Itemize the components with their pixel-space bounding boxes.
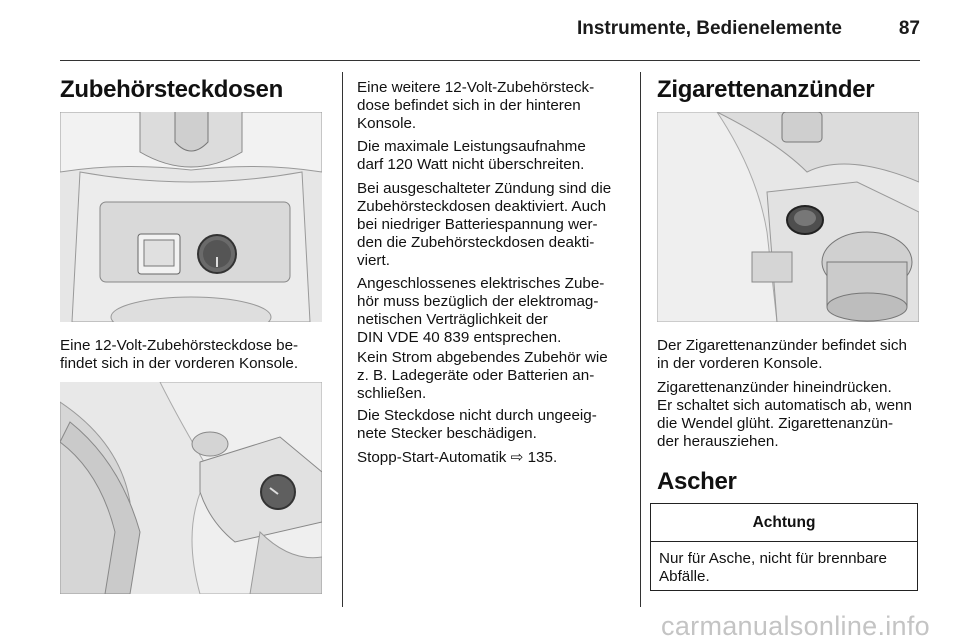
text-line: Angeschlossenes elektrisches Zube- <box>357 275 605 292</box>
warning-box <box>650 503 918 591</box>
caption-line: findet sich in der vorderen Konsole. <box>60 355 299 372</box>
column-divider-1 <box>342 72 343 607</box>
crossref-link[interactable]: Stopp-Start-Automatik <box>357 449 507 466</box>
page-number: 87 <box>898 18 920 39</box>
paragraph-lighter-location <box>657 337 907 373</box>
text-line: der herausziehen. <box>657 433 779 450</box>
caption-front-socket <box>60 337 298 373</box>
rear-console-illustration <box>60 382 322 594</box>
paragraph-ignition-off <box>357 180 611 270</box>
paragraph-lighter-usage <box>657 379 912 451</box>
text-line: dose befindet sich in der hinteren <box>357 97 581 114</box>
text-line: die Wendel glüht. Zigarettenanzün- <box>657 415 894 432</box>
paragraph-emc <box>357 275 604 347</box>
section-heading-zubehoersteckdosen: Zubehörsteckdosen <box>60 76 283 103</box>
text-line: hör muss bezüglich der elektromag- <box>357 293 599 310</box>
text-line: Kein Strom abgebendes Zubehör wie <box>357 349 608 366</box>
text-line: schließen. <box>357 385 427 402</box>
text-line: den die Zubehörsteckdosen deakti- <box>357 234 595 251</box>
page-header-title: Instrumente, Bedienelemente <box>576 18 842 39</box>
warning-title: Achtung <box>651 504 917 542</box>
crossref-page: 135. <box>527 449 558 466</box>
text-line: Die Steckdose nicht durch ungeeig- <box>357 407 597 424</box>
text-line: z. B. Ladegeräte oder Batterien an- <box>357 367 595 384</box>
text-line: Abfälle. <box>659 568 710 585</box>
text-line: darf 120 Watt nicht überschreiten. <box>357 156 585 173</box>
caption-line: Eine 12-Volt-Zubehörsteckdose be- <box>60 337 299 354</box>
warning-body <box>651 542 917 594</box>
front-console-illustration <box>60 112 322 322</box>
text-line: nete Stecker beschädigen. <box>357 425 537 442</box>
figure-cigarette-lighter <box>657 112 919 322</box>
text-line: Der Zigarettenanzünder befindet sich <box>657 337 907 354</box>
cigarette-lighter-illustration <box>657 112 919 322</box>
section-heading-ascher: Ascher <box>657 468 737 495</box>
text-line: bei niedriger Batteriespannung wer- <box>357 216 598 233</box>
section-heading-zigarettenanzuender: Zigarettenanzünder <box>657 76 875 103</box>
paragraph-rear-socket <box>357 79 594 133</box>
column-divider-2 <box>640 72 641 607</box>
figure-front-console-socket <box>60 112 322 322</box>
figure-rear-console-socket <box>60 382 322 594</box>
paragraph-max-power <box>357 138 586 174</box>
text-line: Er schaltet sich automatisch ab, wenn <box>657 397 912 414</box>
text-line: DIN VDE 40 839 entsprechen. <box>357 329 562 346</box>
text-line: viert. <box>357 252 390 269</box>
page-arrow-icon: ⇨ <box>510 449 524 466</box>
text-line: Zubehörsteckdosen deaktiviert. Auch <box>357 198 607 215</box>
header-rule <box>60 60 920 61</box>
watermark: carmanualsonline.info <box>661 611 930 641</box>
text-line: Konsole. <box>357 115 417 132</box>
text-line: Zigarettenanzünder hineindrücken. <box>657 379 892 396</box>
text-line: netischen Verträglichkeit der <box>357 311 548 328</box>
paragraph-no-damage <box>357 407 597 443</box>
crossref-stop-start <box>357 449 557 467</box>
text-line: Bei ausgeschalteter Zündung sind die <box>357 180 612 197</box>
paragraph-no-chargers <box>357 349 608 403</box>
text-line: Die maximale Leistungsaufnahme <box>357 138 586 155</box>
text-line: Eine weitere 12-Volt-Zubehörsteck- <box>357 79 595 96</box>
text-line: in der vorderen Konsole. <box>657 355 823 372</box>
text-line: Nur für Asche, nicht für brennbare <box>659 550 887 567</box>
